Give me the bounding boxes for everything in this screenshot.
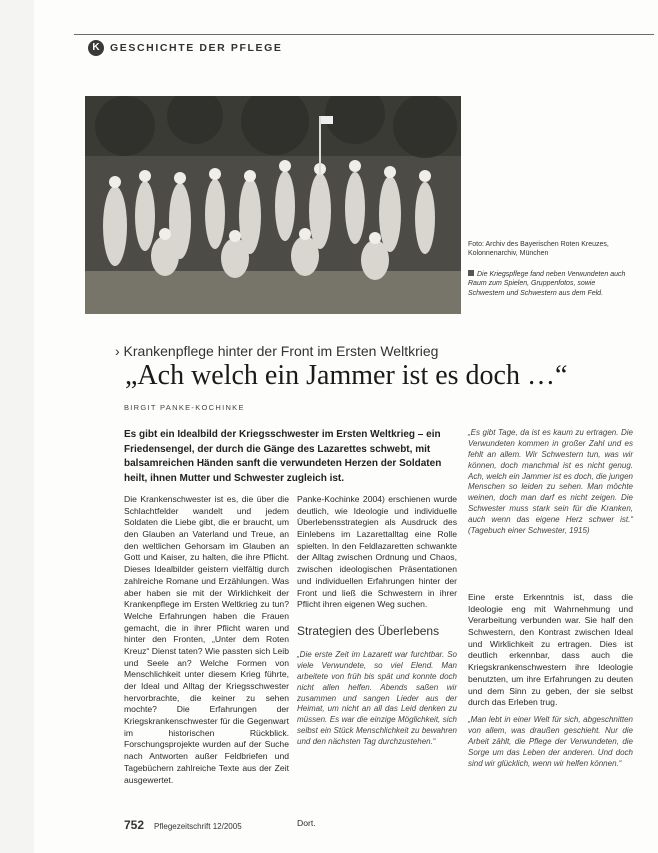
photo-image	[85, 96, 461, 314]
body-column-2: Panke-Kochinke 2004) erschienen wurde deutlich, wie Ideologie und individuelle Überlebensstrategien als Ausdruck des Einlebens im Lazarettalltag eine Rolle spielten. In den Feldlazaretten schwankte der Alltag zwischen Ordnung und Chaos, zwischen ideologischen Präsentationen und individuellen Erfahrungen hinter der Front und ließ die Schwestern in ihrer Pflicht ihren eigenen Weg suchen.	[297, 494, 457, 610]
journal-name: Pflegezeitschrift 12/2005	[154, 822, 242, 831]
caption-square-icon	[468, 270, 474, 276]
quote-column-2: „Die erste Zeit im Lazarett war furchtbar. So viele Verwundete, so viel Elend. Man arbeitete von früh bis spät und konnte doch nicht allen helfen. Abends saßen wir zusammen und sangen Lieder aus der Heimat, um nicht an all das Leid denken zu müssen. Es war die einzige Möglichkeit, sich selbst ein Stück Menschlichkeit zu bewahren und den nächsten Tag durchzustehen.“	[297, 650, 457, 746]
article-author: BIRGIT PANKE-KOCHINKE	[124, 403, 245, 412]
photo-caption-text: Die Kriegspflege fand neben Verwundeten auch Raum zum Spielen, Gruppenfotos, sowie Schwestern und Schwestern aus dem Feld.	[468, 271, 626, 297]
article-kicker: › Krankenpflege hinter der Front im Ersten Weltkrieg	[115, 343, 439, 359]
section-title: GESCHICHTE DER PFLEGE	[110, 42, 283, 54]
quote-column-3: „Es gibt Tage, da ist es kaum zu ertragen. Die Verwundeten kommen in großer Zahl und es fehlt an allem. Wir Schwestern tun, was wir können, doch manchmal ist es nicht genug. Ach, welch ein Jammer ist es doch, die jungen Menschen so leiden zu sehen. Man möchte weinen, doch man darf es nicht zeigen. Die Schwester muss stark sein für die Kranken, auch wenn das eigene Herz schwer ist.“ (Tagebuch einer Schwester, 1915)	[468, 428, 633, 535]
body-column-3: Eine erste Erkenntnis ist, dass die Ideologie eng mit Wahrnehmung und Verarbeitung verbunden war. Sie half den Schwestern, den Kontrast zwischen Ideal und Wirklichkeit zu ertragen. Dies ist deutlich erkennbar, dass auch die Kriegskrankenschwestern ihre Ideologie benutzten, um ihre Erfahrungen zu deuten und dem Sinn zu geben, der sie selbst durch das Erleben trug.	[468, 592, 633, 708]
section-badge: K	[88, 40, 104, 56]
scan-margin	[0, 0, 34, 853]
page-number: 752	[124, 818, 145, 832]
page-footer	[124, 818, 242, 832]
article-headline: „Ach welch ein Jammer ist es doch …“	[125, 360, 568, 391]
subheading: Strategien des Überlebens	[297, 624, 440, 638]
group-photo	[85, 96, 461, 314]
photo-caption	[468, 270, 633, 298]
body-column-1: Die Krankenschwester ist es, die über die Schlachtfelder wandelt und jedem Soldaten die Liebe gibt, die er braucht, um den Glauben an Vaterland und Treue, an den weltlichen Gehorsam im Glauben an Gott und Kaiser, zu halten, die ihre Pflicht. Dieses Idealbilder geistern vielfältig durch zahlreiche Romane und Erzählungen. Was aber haben sie mit der Wirklichkeit der Krankenpflege im Ersten Weltkrieg zu tun? Welche Erfahrungen haben die Frauen gemacht, die in ihrer Pflicht waren und hinter den Fronten, „Unter dem Roten Kreuz“ Dienst taten? Wie passten sich Leib und Seele an? Welche Formen von Menschlichkeit unter diesem Krieg führte, der Ideal und Alltag der Kriegsschwester hervorbrachte, die keiner zu sehen mochte? Die Erfahrungen der Kriegskrankenschwester für die Gegenwart im historischen Rückblick. Forschungsprojekte wurden auf der Suche nach Antworten außer Feldbriefen und Tagebüchern zahlreiche Texte aus der Zeit ausgewertet.	[124, 494, 289, 785]
quote-column-3-second: „Man lebt in einer Welt für sich, abgeschnitten von allem, was draußen geschieht. Nur die Arbeit zählt, die Pflege der Verwundeten, die Sorge um das Leben der anderen. Und doch sind wir glücklich, wenn wir helfen können.“	[468, 715, 633, 768]
article-lead: Es gibt ein Idealbild der Kriegsschwester im Ersten Weltkrieg – ein Friedensengel, der durch die Gänge des Lazarettes schwebt, mit balsamreichen Händen sanft die verwundeten Herzen der Soldaten heilt, ihnen Mutter und Schwester zugleich ist.	[124, 429, 442, 484]
photo-credit: Foto: Archiv des Bayerischen Roten Kreuzes, Kolonnenarchiv, München	[468, 241, 609, 258]
body-column-2-end: Dort.	[297, 818, 316, 828]
